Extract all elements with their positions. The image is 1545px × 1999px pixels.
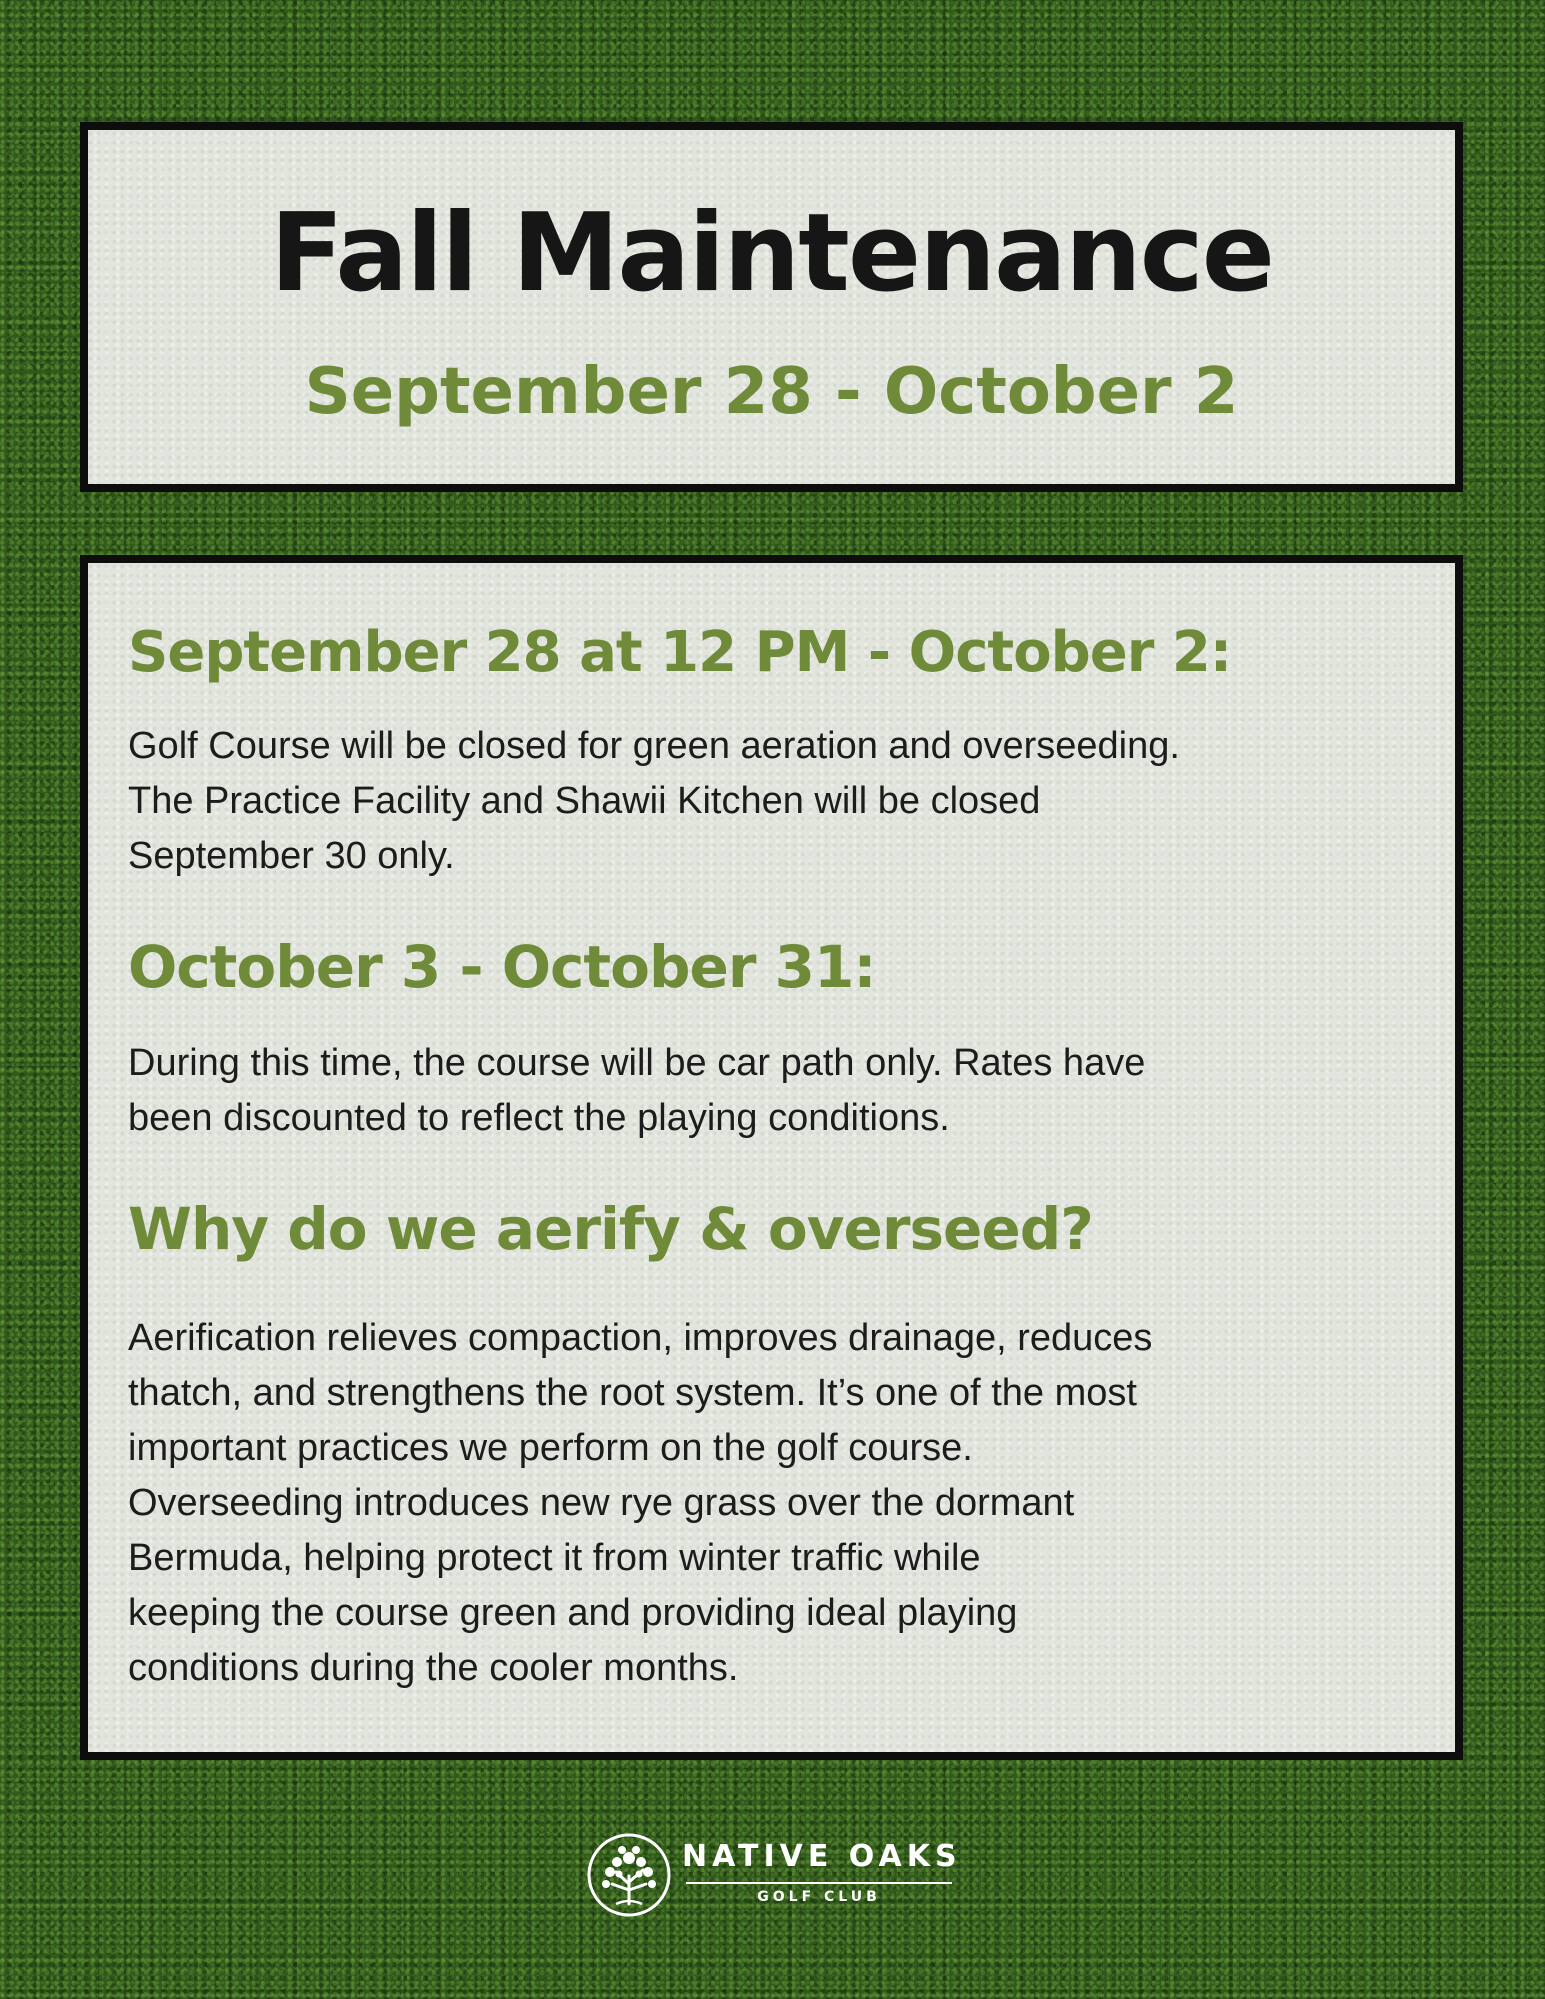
section-heading-why: Why do we aerify & overseed? — [128, 1195, 1093, 1263]
text-line: been discounted to reflect the playing conditions. — [128, 1097, 950, 1139]
text-line: Golf Course will be closed for green aeration and overseeding. — [128, 725, 1180, 767]
section-text-why — [128, 1311, 1425, 1696]
text-line: conditions during the cooler months. — [128, 1647, 739, 1689]
text-line: Bermuda, helping protect it from winter traffic while — [128, 1537, 981, 1579]
text-line: During this time, the course will be car path only. Rates have — [128, 1042, 1146, 1084]
section-text-closure — [128, 719, 1425, 884]
text-line: important practices we perform on the golf course. — [128, 1427, 973, 1469]
title-panel — [80, 122, 1463, 492]
text-line: Overseeding introduces new rye grass over the dormant — [128, 1482, 1075, 1524]
details-panel — [80, 555, 1463, 1760]
maintenance-dates: September 28 - October 2 — [304, 355, 1239, 429]
club-name: NATIVE OAKS — [682, 1839, 962, 1874]
club-subtitle: GOLF CLUB — [757, 1889, 881, 1905]
logo-divider — [686, 1882, 952, 1884]
page-title: Fall Maintenance — [269, 191, 1274, 316]
section-text-cart-path — [128, 1036, 1425, 1146]
section-heading-closure: September 28 at 12 PM - October 2: — [128, 620, 1232, 685]
text-line: Aerification relieves compaction, improves drainage, reduces — [128, 1317, 1153, 1359]
text-line: keeping the course green and providing ideal playing — [128, 1592, 1018, 1634]
text-line: thatch, and strengthens the root system. It’s one of the most — [128, 1372, 1137, 1414]
club-logo — [586, 1832, 966, 1922]
text-line: September 30 only. — [128, 835, 455, 877]
oak-tree-icon — [586, 1832, 672, 1918]
text-line: The Practice Facility and Shawii Kitchen will be closed — [128, 780, 1041, 822]
section-heading-cart-path: October 3 - October 31: — [128, 933, 876, 1001]
